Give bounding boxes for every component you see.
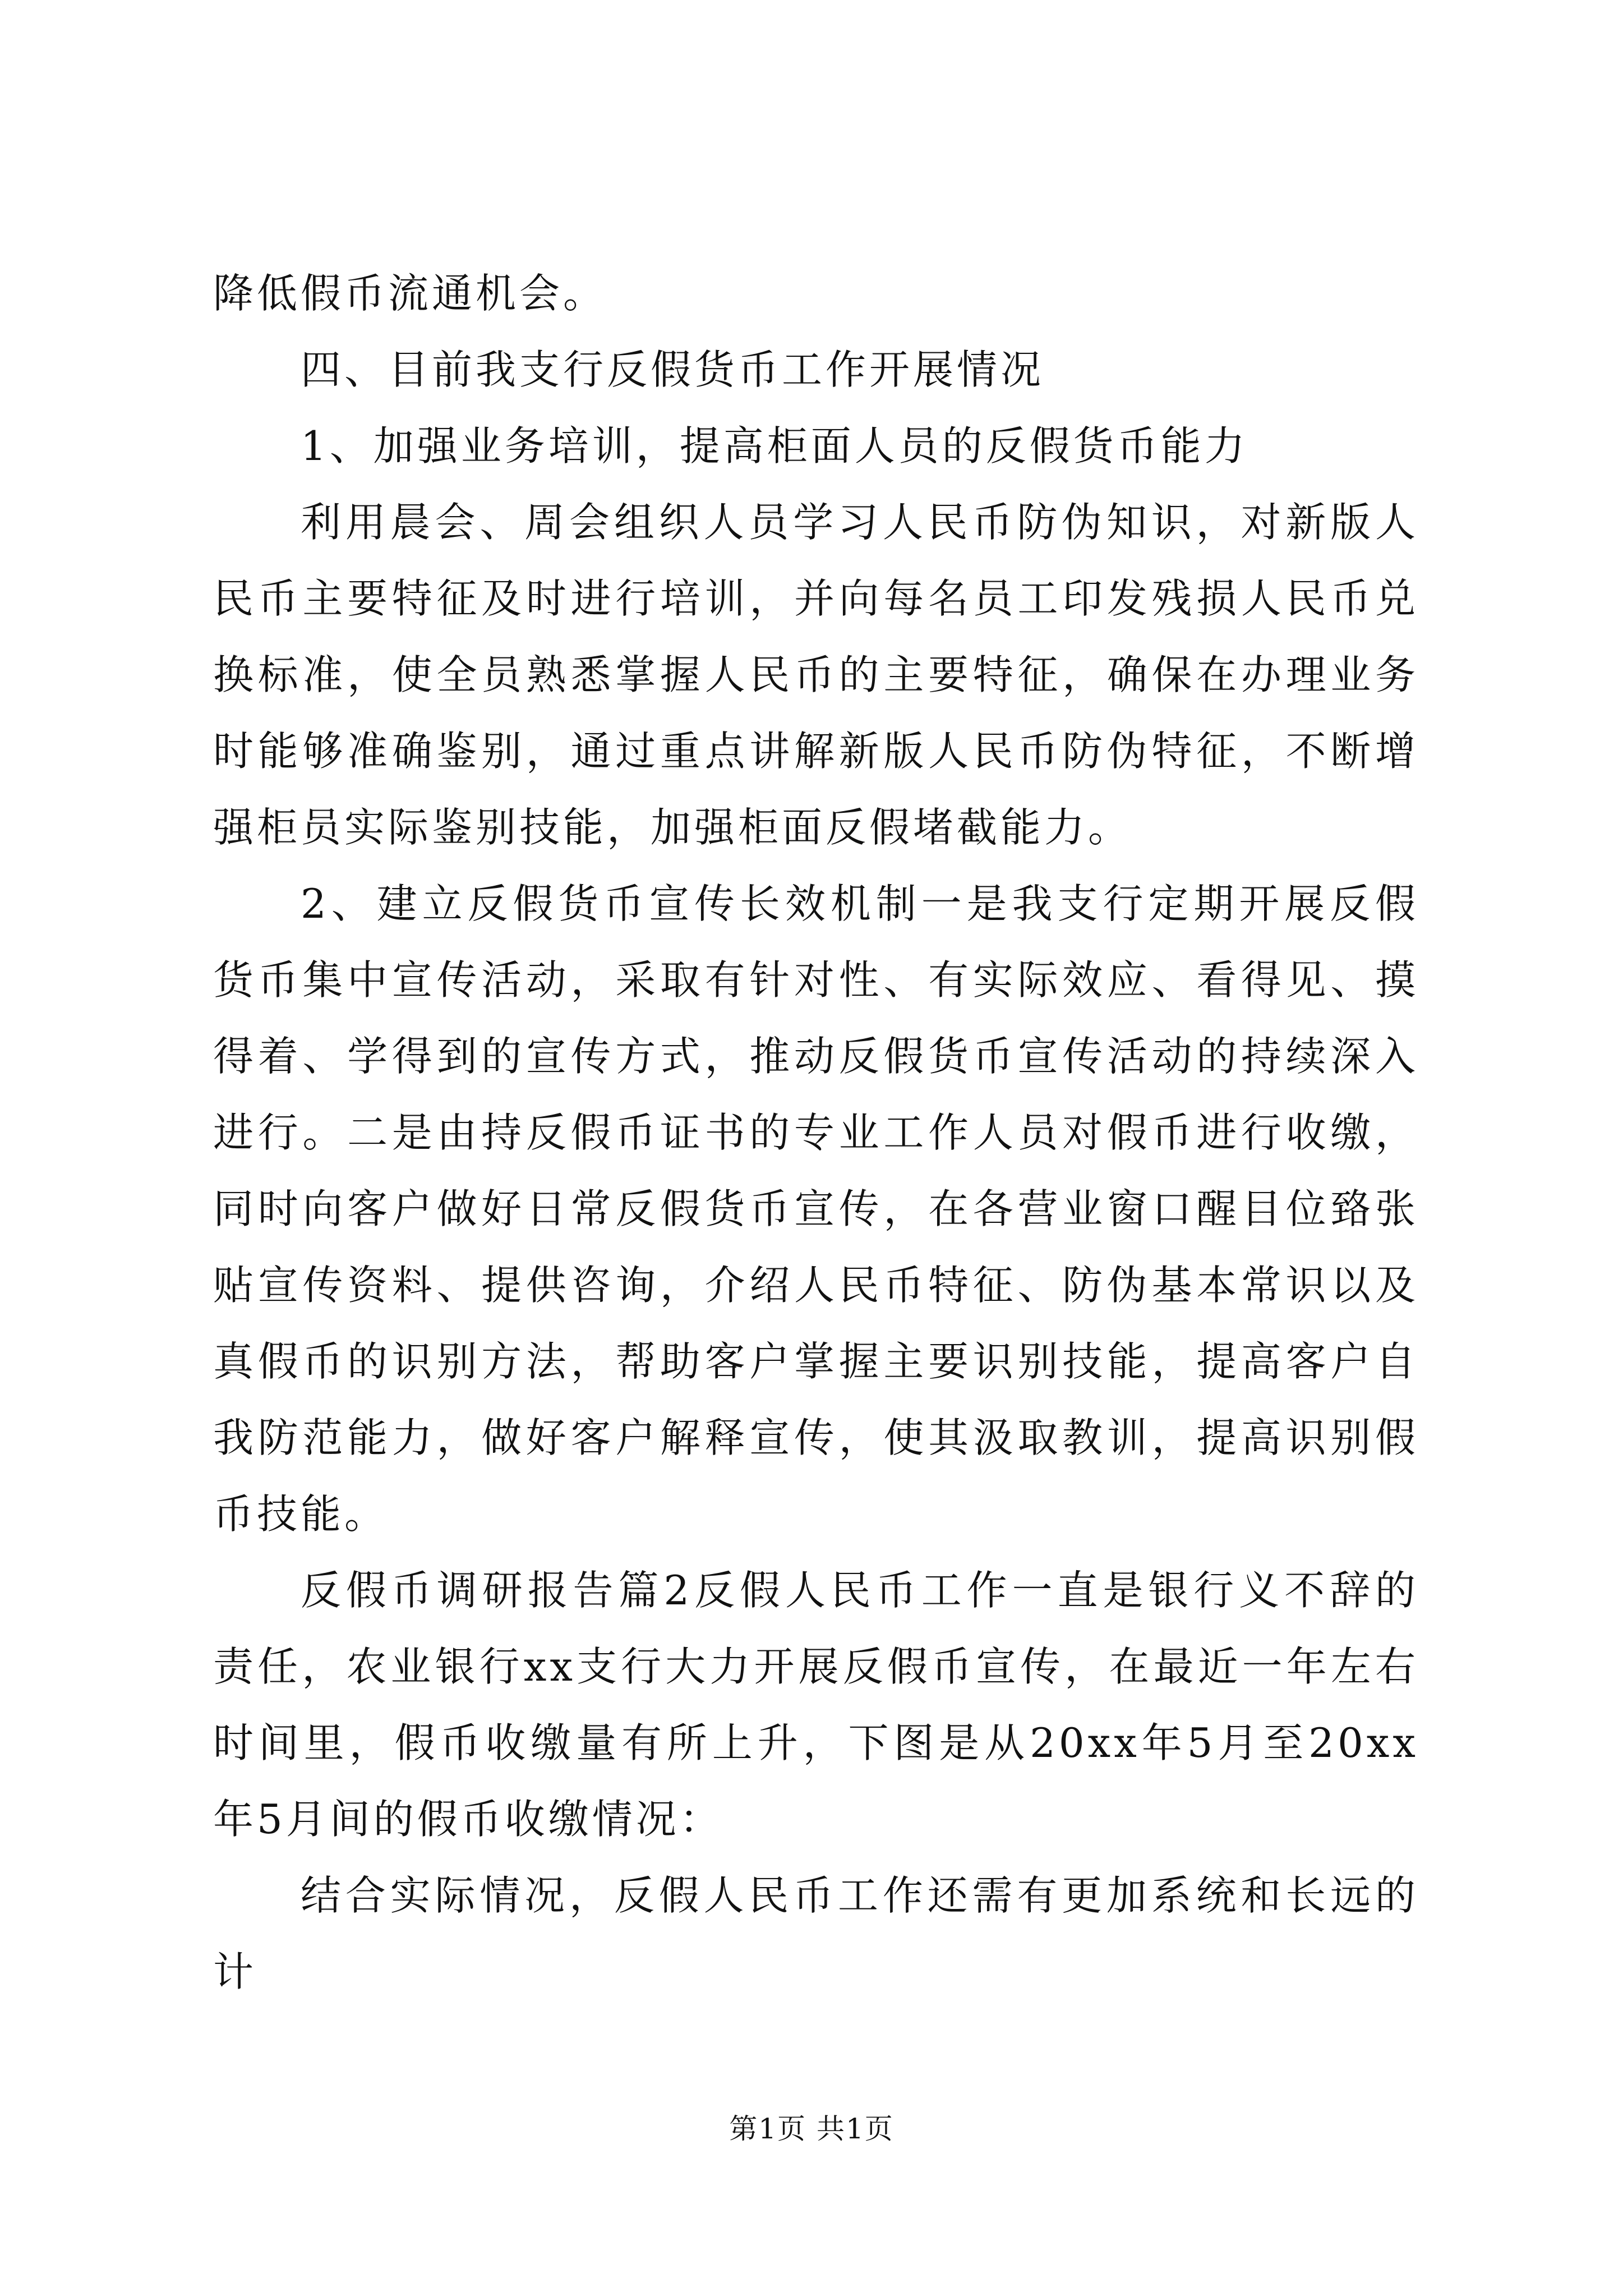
subsection-heading: 1、加强业务培训，提高柜面人员的反假货币能力 xyxy=(301,422,1248,470)
page-number-label: 第1页 共1页 xyxy=(729,2113,894,2145)
document-body xyxy=(213,255,1419,2010)
paragraph: 利用晨会、周会组织人员学习人民币防伪知识，对新版人民币主要特征及时进行培训，并向每名员工印发残损人民币兑换标准，使全员熟悉掌握人民币的主要特征，确保在办理业务时能够准确鉴别，通过重点讲解新版人民币防伪特征，不断增强柜员实际鉴别技能，加强柜面反假堵截能力。 xyxy=(213,499,1419,851)
paragraph: 降低假币流通机会。 xyxy=(213,270,607,317)
page-footer xyxy=(0,2109,1623,2148)
section-heading: 四、目前我支行反假货币工作开展情况 xyxy=(301,346,1045,393)
paragraph: 2、建立反假货币宣传长效机制一是我支行定期开展反假货币集中宣传活动，采取有针对性、有实际效应、看得见、摸得着、学得到的宣传方式，推动反假货币宣传活动的持续深入进行。二是由持反假币证书的专业工作人员对假币进行收缴，同时向客户做好日常反假货币宣传，在各营业窗口醒目位臵张贴宣传资料、提供咨询，介绍人民币特征、防伪基本常识以及真假币的识别方法，帮助客户掌握主要识别技能，提高客户自我防范能力，做好客户解释宣传，使其汲取教训，提高识别假币技能。 xyxy=(213,880,1419,1538)
paragraph: 结合实际情况，反假人民币工作还需有更加系统和长远的计 xyxy=(213,1872,1419,1995)
paragraph: 反假币调研报告篇2反假人民币工作一直是银行义不辞的责任，农业银行xx支行大力开展反假币宣传，在最近一年左右时间里，假币收缴量有所上升，下图是从20xx年5月至20xx年5月间的假币收缴情况： xyxy=(213,1567,1419,1843)
